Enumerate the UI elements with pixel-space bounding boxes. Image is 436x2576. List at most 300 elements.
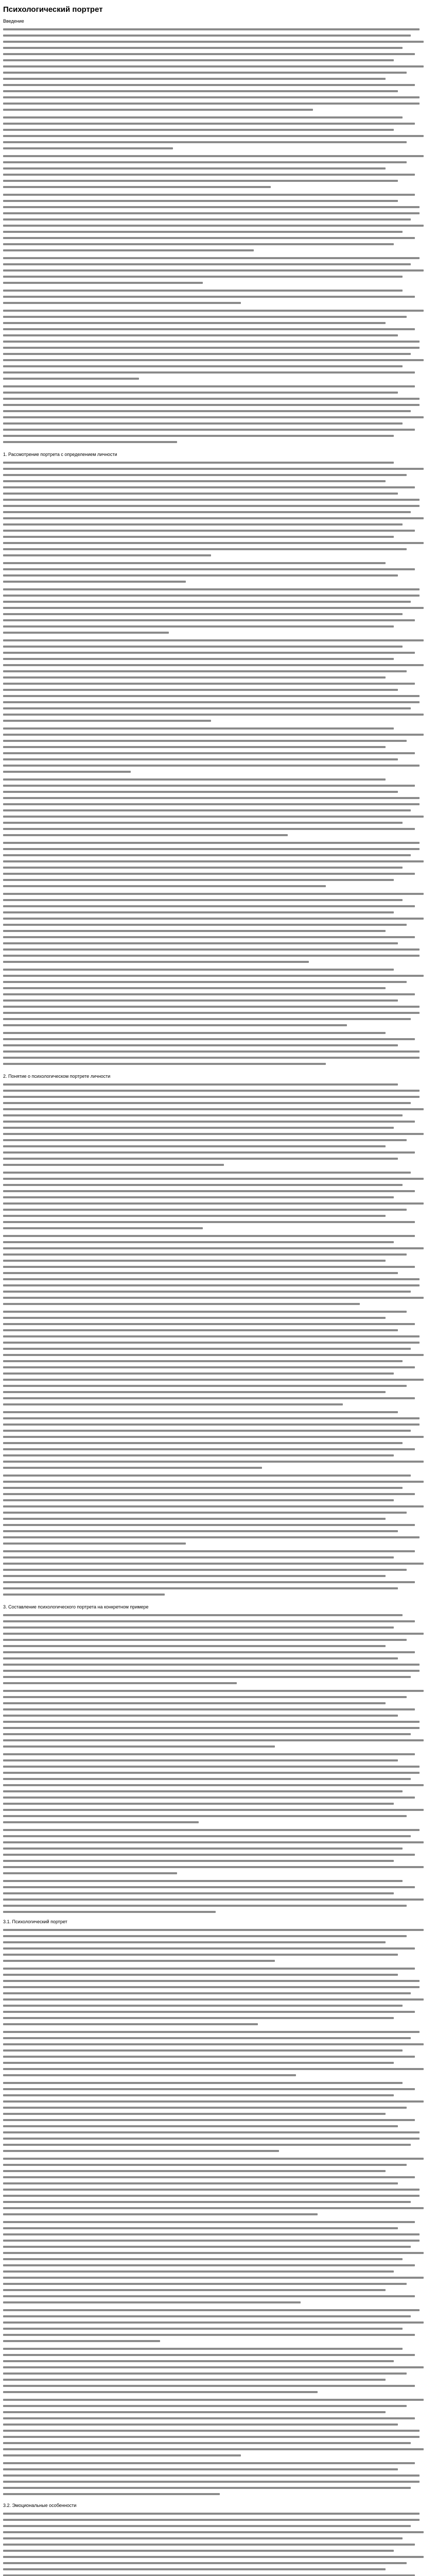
text-line-placeholder (3, 1739, 424, 1741)
text-line-placeholder (3, 1461, 424, 1463)
text-line-placeholder (3, 574, 398, 577)
text-line-placeholder (3, 103, 420, 105)
text-line-placeholder (3, 834, 288, 836)
text-line-placeholder (3, 1986, 420, 1988)
text-line-placeholder (3, 1044, 398, 1046)
paragraph (3, 1829, 428, 1874)
text-line-placeholder (3, 212, 420, 214)
text-line-placeholder (3, 1372, 394, 1375)
text-line-placeholder (3, 257, 420, 259)
text-line-placeholder (3, 613, 403, 615)
text-line-placeholder (3, 1291, 411, 1293)
text-line-placeholder (3, 581, 186, 583)
text-line-placeholder (3, 416, 424, 418)
text-line-placeholder (3, 462, 394, 464)
document-section (3, 18, 428, 443)
text-line-placeholder (3, 2289, 386, 2291)
text-line-placeholder (3, 1690, 424, 1692)
text-line-placeholder (3, 1872, 177, 1874)
paragraph (3, 1235, 428, 1305)
text-line-placeholder (3, 720, 211, 722)
text-line-placeholder (3, 785, 415, 787)
text-line-placeholder (3, 1454, 394, 1456)
text-line-placeholder (3, 480, 386, 482)
text-line-placeholder (3, 1657, 398, 1659)
text-line-placeholder (3, 930, 386, 932)
text-line-placeholder (3, 2170, 386, 2172)
text-line-placeholder (3, 135, 424, 137)
paragraph (3, 462, 428, 556)
text-line-placeholder (3, 2328, 403, 2330)
text-line-placeholder (3, 263, 411, 265)
text-line-placeholder (3, 2531, 424, 2533)
text-line-placeholder (3, 867, 403, 869)
text-line-placeholder (3, 2354, 415, 2356)
text-line-placeholder (3, 1448, 415, 1450)
text-line-placeholder (3, 987, 386, 989)
text-line-placeholder (3, 422, 403, 425)
text-line-placeholder (3, 1505, 424, 1507)
text-line-placeholder (3, 1335, 420, 1337)
text-line-placeholder (3, 2017, 394, 2019)
text-line-placeholder (3, 1892, 394, 1894)
text-line-placeholder (3, 809, 411, 811)
text-line-placeholder (3, 1550, 415, 1552)
text-line-placeholder (3, 129, 394, 131)
text-line-placeholder (3, 237, 415, 239)
text-line-placeholder (3, 689, 398, 691)
text-line-placeholder (3, 1778, 411, 1780)
text-line-placeholder (3, 1202, 424, 1205)
text-line-placeholder (3, 493, 398, 495)
text-line-placeholder (3, 1158, 398, 1160)
paragraph (3, 1929, 428, 1962)
paragraph (3, 1032, 428, 1065)
text-line-placeholder (3, 353, 411, 355)
text-line-placeholder (3, 322, 386, 324)
text-line-placeholder (3, 816, 424, 818)
text-line-placeholder (3, 2201, 411, 2203)
paragraph (3, 727, 428, 773)
document-section (3, 1073, 428, 1596)
text-line-placeholder (3, 65, 424, 67)
text-line-placeholder (3, 2094, 394, 2096)
text-line-placeholder (3, 1423, 420, 1426)
text-line-placeholder (3, 1512, 407, 1514)
paragraph (3, 1083, 428, 1166)
text-line-placeholder (3, 1391, 386, 1393)
paragraph (3, 562, 428, 583)
text-line-placeholder (3, 1354, 424, 1356)
text-line-placeholder (3, 2399, 424, 2401)
paragraph (3, 155, 428, 188)
text-line-placeholder (3, 2309, 420, 2311)
text-line-placeholder (3, 1854, 415, 1856)
text-line-placeholder (3, 2005, 403, 2007)
text-line-placeholder (3, 2283, 407, 2285)
document-section (3, 1604, 428, 2576)
text-line-placeholder (3, 1006, 420, 1008)
text-line-placeholder (3, 2068, 424, 2070)
text-line-placeholder (3, 771, 131, 773)
text-line-placeholder (3, 999, 398, 1002)
section-heading: Введение (3, 19, 24, 24)
text-line-placeholder (3, 948, 420, 951)
text-line-placeholder (3, 2405, 407, 2407)
text-line-placeholder (3, 2240, 420, 2242)
text-line-placeholder (3, 2144, 411, 2146)
paragraph (3, 2462, 428, 2495)
document-title: Психологический портрет (3, 5, 103, 14)
paragraph (3, 1753, 428, 1823)
text-line-placeholder (3, 1083, 398, 1086)
text-line-placeholder (3, 1815, 407, 1817)
text-line-placeholder (3, 1848, 403, 1850)
text-line-placeholder (3, 1941, 386, 1943)
text-line-placeholder (3, 398, 420, 400)
subsection-heading: 3.2. Эмоциональные особенности (3, 2503, 77, 2508)
text-line-placeholder (3, 1164, 224, 1166)
text-line-placeholder (3, 365, 403, 367)
text-line-placeholder (3, 167, 386, 170)
text-line-placeholder (3, 186, 271, 188)
text-line-placeholder (3, 607, 424, 609)
text-line-placeholder (3, 975, 424, 977)
text-line-placeholder (3, 1342, 420, 1344)
paragraph (3, 116, 428, 149)
text-line-placeholder (3, 47, 403, 49)
text-line-placeholder (3, 1784, 424, 1786)
text-line-placeholder (3, 1772, 420, 1774)
text-line-placeholder (3, 1221, 415, 1223)
text-line-placeholder (3, 2125, 398, 2127)
text-line-placeholder (3, 1860, 394, 1862)
text-line-placeholder (3, 873, 415, 875)
text-line-placeholder (3, 2321, 424, 2324)
text-line-placeholder (3, 562, 386, 564)
text-line-placeholder (3, 392, 398, 394)
text-line-placeholder (3, 1417, 420, 1419)
paragraph (3, 1172, 428, 1229)
paragraph (3, 290, 428, 304)
text-line-placeholder (3, 893, 424, 895)
text-line-placeholder (3, 595, 420, 597)
document-subsection (3, 2502, 428, 2576)
paragraph (3, 969, 428, 1026)
text-line-placeholder (3, 2037, 411, 2039)
text-line-placeholder (3, 1753, 415, 1755)
text-line-placeholder (3, 1178, 424, 1180)
text-line-placeholder (3, 676, 386, 679)
text-line-placeholder (3, 404, 420, 406)
text-line-placeholder (3, 734, 424, 736)
text-line-placeholder (3, 174, 415, 176)
text-line-placeholder (3, 1196, 394, 1198)
text-line-placeholder (3, 1620, 415, 1622)
text-line-placeholder (3, 1121, 415, 1123)
text-line-placeholder (3, 347, 420, 349)
text-line-placeholder (3, 791, 398, 793)
text-line-placeholder (3, 1411, 398, 1413)
text-line-placeholder (3, 1536, 420, 1538)
text-line-placeholder (3, 955, 420, 957)
text-line-placeholder (3, 588, 420, 590)
text-line-placeholder (3, 2088, 415, 2090)
text-line-placeholder (3, 2150, 279, 2152)
paragraph (3, 310, 428, 380)
text-line-placeholder (3, 2544, 415, 2546)
text-line-placeholder (3, 670, 407, 672)
text-line-placeholder (3, 2270, 394, 2273)
text-line-placeholder (3, 2182, 398, 2184)
text-line-placeholder (3, 161, 407, 163)
text-line-placeholder (3, 652, 415, 654)
text-line-placeholder (3, 2023, 258, 2025)
text-line-placeholder (3, 548, 407, 550)
text-line-placeholder (3, 1696, 407, 1698)
text-line-placeholder (3, 1184, 403, 1186)
text-line-placeholder (3, 1487, 403, 1489)
text-line-placeholder (3, 1348, 411, 1350)
text-line-placeholder (3, 1247, 424, 1249)
text-line-placeholder (3, 231, 403, 233)
text-line-placeholder (3, 639, 424, 641)
text-line-placeholder (3, 1633, 424, 1635)
text-line-placeholder (3, 2550, 394, 2552)
text-line-placeholder (3, 1587, 398, 1589)
text-line-placeholder (3, 147, 173, 149)
text-line-placeholder (3, 1139, 407, 1141)
text-line-placeholder (3, 1057, 420, 1059)
text-line-placeholder (3, 1821, 199, 1823)
text-line-placeholder (3, 2119, 415, 2121)
text-line-placeholder (3, 2385, 415, 2387)
text-line-placeholder (3, 2442, 411, 2444)
text-line-placeholder (3, 225, 424, 227)
text-line-placeholder (3, 429, 415, 431)
text-line-placeholder (3, 879, 394, 881)
text-line-placeholder (3, 1102, 411, 1104)
paragraph (3, 2399, 428, 2456)
text-line-placeholder (3, 378, 139, 380)
text-line-placeholder (3, 1090, 420, 1092)
text-line-placeholder (3, 1866, 424, 1868)
text-line-placeholder (3, 842, 420, 844)
text-line-placeholder (3, 53, 415, 55)
text-line-placeholder (3, 1733, 411, 1735)
text-line-placeholder (3, 2568, 386, 2570)
text-line-placeholder (3, 359, 424, 361)
text-line-placeholder (3, 1954, 398, 1956)
text-line-placeholder (3, 2340, 160, 2342)
text-line-placeholder (3, 486, 415, 488)
text-line-placeholder (3, 1974, 398, 1976)
text-line-placeholder (3, 746, 386, 748)
text-line-placeholder (3, 797, 420, 799)
text-line-placeholder (3, 1303, 360, 1305)
text-line-placeholder (3, 1499, 394, 1501)
text-line-placeholder (3, 276, 403, 278)
text-line-placeholder (3, 1108, 424, 1110)
text-line-placeholder (3, 1272, 398, 1274)
text-line-placeholder (3, 474, 407, 476)
text-line-placeholder (3, 1639, 407, 1641)
document-subsection (3, 1919, 428, 2495)
text-line-placeholder (3, 2481, 420, 2483)
subsection-heading: 3.1. Психологический портрет (3, 1919, 67, 1924)
text-line-placeholder (3, 269, 424, 272)
text-line-placeholder (3, 993, 415, 995)
text-line-placeholder (3, 1708, 415, 1710)
text-line-placeholder (3, 854, 411, 856)
text-line-placeholder (3, 942, 398, 944)
text-line-placeholder (3, 1829, 420, 1831)
text-line-placeholder (3, 2334, 415, 2336)
text-line-placeholder (3, 371, 415, 374)
text-line-placeholder (3, 2082, 403, 2084)
text-line-placeholder (3, 1664, 420, 1666)
text-line-placeholder (3, 885, 326, 887)
text-line-placeholder (3, 1172, 411, 1174)
text-line-placeholder (3, 1797, 415, 1799)
text-line-placeholder (3, 924, 407, 926)
text-line-placeholder (3, 109, 313, 111)
text-line-placeholder (3, 41, 424, 43)
text-line-placeholder (3, 1012, 420, 1014)
text-line-placeholder (3, 1960, 275, 1962)
text-line-placeholder (3, 2031, 420, 2033)
text-line-placeholder (3, 2138, 420, 2140)
paragraph (3, 842, 428, 887)
section-heading: 2. Понятие о психологическом портрете личности (3, 1074, 111, 1079)
paragraph (3, 385, 428, 443)
text-line-placeholder (3, 632, 169, 634)
text-line-placeholder (3, 1397, 415, 1399)
text-line-placeholder (3, 2107, 407, 2109)
text-line-placeholder (3, 1998, 424, 2001)
text-line-placeholder (3, 1442, 403, 1444)
text-line-placeholder (3, 1626, 394, 1629)
text-line-placeholder (3, 2207, 424, 2209)
text-line-placeholder (3, 778, 386, 781)
text-line-placeholder (3, 290, 403, 292)
text-line-placeholder (3, 1721, 420, 1723)
text-line-placeholder (3, 84, 415, 86)
text-line-placeholder (3, 282, 203, 284)
text-line-placeholder (3, 2475, 420, 2477)
text-line-placeholder (3, 2468, 398, 2470)
text-line-placeholder (3, 1133, 424, 1135)
text-line-placeholder (3, 78, 386, 80)
text-line-placeholder (3, 200, 398, 202)
text-line-placeholder (3, 123, 415, 125)
paragraph (3, 2031, 428, 2076)
text-line-placeholder (3, 249, 254, 251)
paragraph (3, 1968, 428, 2025)
text-line-placeholder (3, 2056, 415, 2058)
paragraph (3, 778, 428, 836)
text-line-placeholder (3, 1385, 407, 1387)
text-line-placeholder (3, 96, 420, 98)
text-line-placeholder (3, 2462, 415, 2464)
text-line-placeholder (3, 2189, 420, 2191)
text-line-placeholder (3, 2233, 420, 2235)
text-line-placeholder (3, 1715, 398, 1717)
text-line-placeholder (3, 1215, 386, 1217)
text-line-placeholder (3, 1543, 186, 1545)
text-line-placeholder (3, 2537, 403, 2539)
text-line-placeholder (3, 341, 420, 343)
text-line-placeholder (3, 658, 394, 660)
text-line-placeholder (3, 517, 424, 519)
paragraph (3, 1690, 428, 1748)
text-line-placeholder (3, 1886, 415, 1888)
text-line-placeholder (3, 625, 394, 628)
text-line-placeholder (3, 1809, 424, 1811)
text-line-placeholder (3, 2131, 420, 2133)
text-line-placeholder (3, 1947, 415, 1950)
text-line-placeholder (3, 1980, 420, 1982)
paragraph (3, 257, 428, 284)
text-line-placeholder (3, 1284, 420, 1286)
text-line-placeholder (3, 1575, 386, 1577)
text-line-placeholder (3, 296, 415, 298)
text-line-placeholder (3, 1481, 424, 1483)
text-line-placeholder (3, 899, 403, 901)
text-line-placeholder (3, 206, 420, 208)
text-line-placeholder (3, 1297, 424, 1299)
text-line-placeholder (3, 1524, 415, 1526)
text-line-placeholder (3, 530, 415, 532)
text-line-placeholder (3, 848, 420, 850)
text-line-placeholder (3, 619, 415, 621)
text-line-placeholder (3, 435, 394, 437)
text-line-placeholder (3, 90, 398, 92)
text-line-placeholder (3, 2062, 394, 2064)
text-line-placeholder (3, 59, 394, 61)
text-line-placeholder (3, 1518, 386, 1520)
text-line-placeholder (3, 441, 177, 443)
text-line-placeholder (3, 468, 424, 470)
paragraph (3, 1311, 428, 1405)
text-line-placeholder (3, 1563, 424, 1565)
text-line-placeholder (3, 542, 424, 544)
text-line-placeholder (3, 218, 411, 221)
text-line-placeholder (3, 2195, 420, 2197)
text-line-placeholder (3, 316, 407, 318)
text-line-placeholder (3, 2301, 301, 2303)
text-line-placeholder (3, 2295, 415, 2297)
text-line-placeholder (3, 1379, 424, 1381)
text-line-placeholder (3, 334, 398, 336)
text-line-placeholder (3, 2348, 403, 2350)
text-line-placeholder (3, 35, 411, 37)
text-line-placeholder (3, 2372, 407, 2375)
paragraph (3, 1550, 428, 1596)
text-line-placeholder (3, 2264, 415, 2266)
text-line-placeholder (3, 1038, 415, 1040)
text-line-placeholder (3, 936, 415, 938)
text-line-placeholder (3, 752, 415, 754)
text-line-placeholder (3, 1702, 386, 1704)
text-line-placeholder (3, 2366, 424, 2368)
text-line-placeholder (3, 2074, 296, 2076)
text-line-placeholder (3, 1935, 407, 1937)
text-line-placeholder (3, 1581, 415, 1583)
text-line-placeholder (3, 1911, 216, 1913)
paragraph (3, 1614, 428, 1684)
text-line-placeholder (3, 505, 420, 507)
